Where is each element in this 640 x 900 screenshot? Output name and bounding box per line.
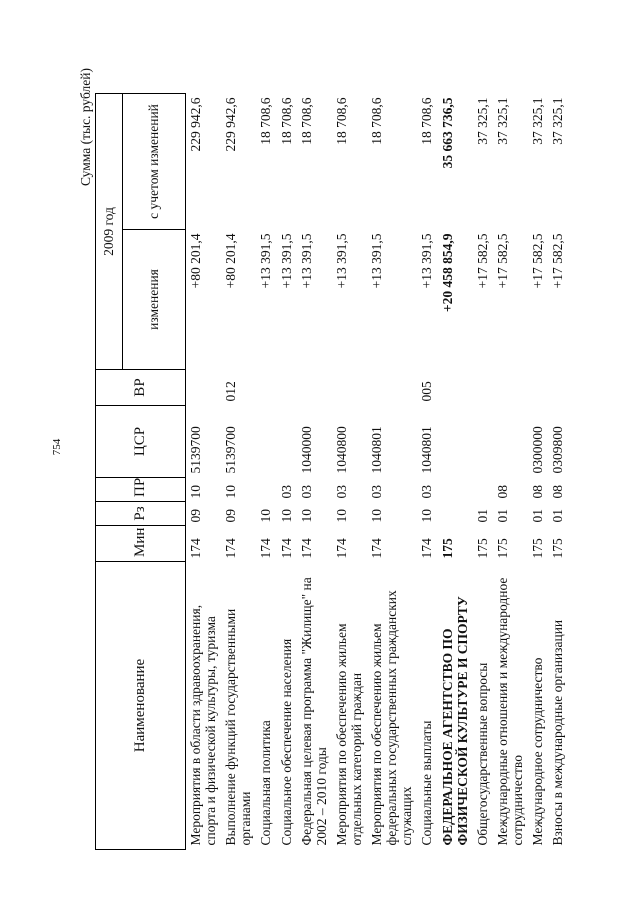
row-change: +13 391,5	[278, 233, 294, 289]
table-row	[277, 94, 297, 850]
row-name: Общегосударственные вопросы	[474, 662, 490, 846]
row-min: 175	[494, 538, 510, 559]
row-min: 174	[419, 538, 435, 559]
table-caption: Сумма (тыс. рублей)	[78, 68, 93, 186]
row-total: 18 708,6	[278, 97, 294, 145]
row-vr: 012	[223, 381, 239, 402]
header-vr: ВР	[96, 370, 186, 406]
row-csr: 5139700	[223, 426, 239, 474]
row-pr: 03	[278, 485, 294, 499]
row-total: 37 325,1	[530, 97, 546, 145]
table-row	[493, 94, 528, 850]
row-rz: 01	[474, 509, 490, 523]
row-csr: 0300000	[530, 426, 546, 474]
row-csr	[473, 406, 493, 478]
row-total: 37 325,1	[494, 97, 510, 145]
row-vr	[528, 370, 548, 406]
row-pr	[438, 478, 473, 502]
row-vr	[367, 370, 417, 406]
row-total: 37 325,1	[474, 97, 490, 145]
row-vr	[277, 370, 297, 406]
row-csr: 0309800	[550, 426, 566, 474]
row-rz: 10	[419, 509, 435, 523]
row-pr: 10	[223, 485, 239, 499]
row-name: Социальное обеспечение населения	[278, 638, 294, 846]
row-min: 174	[278, 538, 294, 559]
row-rz: 10	[333, 509, 349, 523]
row-pr: 08	[530, 485, 546, 499]
row-vr	[493, 370, 528, 406]
row-name: Федеральная целевая программа "Жилище" на 2002 – 2010 годы	[298, 577, 329, 846]
row-change: +13 391,5	[419, 233, 435, 289]
table-row	[221, 94, 256, 850]
row-rz: 09	[223, 509, 239, 523]
row-pr: 03	[298, 485, 314, 499]
row-name: Взносы в международные организации	[550, 619, 566, 846]
header-name: Наименование	[96, 562, 186, 850]
row-change: +20 458 854,9	[439, 233, 455, 313]
row-csr: 5139700	[188, 426, 203, 474]
row-pr: 03	[333, 485, 349, 499]
row-csr	[493, 406, 528, 478]
row-min: 174	[298, 538, 314, 559]
row-csr: 1040801	[419, 426, 435, 474]
row-total: 18 708,6	[298, 97, 314, 145]
row-min: 174	[223, 538, 239, 559]
table-row	[528, 94, 548, 850]
row-min: 174	[369, 538, 385, 559]
row-csr: 1040800	[333, 426, 349, 474]
row-name: Международное сотрудничество	[530, 657, 546, 846]
row-vr	[473, 370, 493, 406]
row-rz: 09	[188, 509, 203, 523]
row-vr	[186, 370, 222, 406]
row-csr	[277, 406, 297, 478]
row-min: 175	[474, 538, 490, 559]
row-change: +80 201,4	[188, 233, 203, 289]
row-pr: 03	[369, 485, 385, 499]
row-rz: 10	[258, 509, 274, 523]
row-pr	[256, 478, 276, 502]
budget-table	[95, 93, 568, 850]
row-change: +13 391,5	[258, 233, 274, 289]
row-pr: 10	[188, 485, 203, 499]
row-total: 18 708,6	[258, 97, 274, 145]
header-with-changes: с учетом изменений	[123, 94, 186, 230]
row-change: +17 582,5	[474, 233, 490, 289]
row-rz: 10	[369, 509, 385, 523]
table-row	[332, 94, 367, 850]
row-total: 18 708,6	[333, 97, 349, 145]
row-rz: 10	[278, 509, 294, 523]
row-change: +17 582,5	[530, 233, 546, 289]
row-pr: 03	[419, 485, 435, 499]
page-number: 754	[51, 438, 63, 456]
row-pr: 08	[494, 485, 510, 499]
table-body	[186, 94, 569, 850]
row-name: Социальная политика	[258, 720, 274, 846]
row-min: 174	[258, 538, 274, 559]
row-rz: 01	[550, 509, 566, 523]
row-vr	[297, 370, 332, 406]
row-name: Социальные выплаты	[419, 720, 435, 846]
row-total: 35 663 736,5	[439, 97, 455, 169]
row-change: +13 391,5	[369, 233, 385, 289]
row-min: 175	[550, 538, 566, 559]
row-rz: 01	[530, 509, 546, 523]
row-vr	[332, 370, 367, 406]
row-name: Мероприятия по обеспечению жильем отдельных категорий граждан	[333, 623, 364, 846]
row-rz	[438, 502, 473, 526]
row-csr	[438, 406, 473, 478]
row-vr	[256, 370, 276, 406]
row-csr: 1040801	[369, 426, 385, 474]
row-min: 174	[188, 538, 203, 559]
row-vr: 005	[419, 381, 435, 402]
table-row	[256, 94, 276, 850]
row-vr	[548, 370, 568, 406]
row-name: Мероприятия в области здравоохранения, спорта и физической культуры, туризма	[188, 604, 219, 846]
row-pr	[473, 478, 493, 502]
header-rz: Рз	[96, 502, 186, 526]
table-row	[438, 94, 473, 850]
row-rz: 01	[494, 509, 510, 523]
table-row	[548, 94, 568, 850]
row-name: ФЕДЕРАЛЬНОЕ АГЕНТСТВО ПО ФИЗИЧЕСКОЙ КУЛЬТУРЕ И СПОРТУ	[439, 596, 470, 846]
row-vr	[438, 370, 473, 406]
row-change: +13 391,5	[333, 233, 349, 289]
rotated-page	[60, 50, 580, 850]
row-rz: 10	[298, 509, 314, 523]
row-min: 175	[439, 538, 455, 559]
row-total: 37 325,1	[550, 97, 566, 145]
row-name: Выполнение функций государственными органами	[223, 608, 254, 846]
row-min: 174	[333, 538, 349, 559]
table-row	[417, 94, 437, 850]
row-total: 229 942,6	[223, 97, 239, 152]
table-row	[186, 94, 222, 850]
row-min: 175	[530, 538, 546, 559]
header-min: Мин	[96, 526, 186, 562]
row-pr: 08	[550, 485, 566, 499]
row-csr	[256, 406, 276, 478]
row-total: 229 942,6	[188, 97, 203, 152]
table-row	[473, 94, 493, 850]
row-change: +13 391,5	[298, 233, 314, 289]
row-name: Мероприятия по обеспечению жильем федеральных государственных гражданских служащих	[369, 590, 415, 846]
row-change: +17 582,5	[494, 233, 510, 289]
header-changes: изменения	[123, 230, 186, 370]
table-row	[297, 94, 332, 850]
row-total: 18 708,6	[419, 97, 435, 145]
header-pr: ПР	[96, 478, 186, 502]
header-year: 2009 год	[96, 94, 123, 370]
row-total: 18 708,6	[369, 97, 385, 145]
row-csr: 1040000	[298, 426, 314, 474]
header-csr: ЦСР	[96, 406, 186, 478]
row-change: +17 582,5	[550, 233, 566, 289]
table-row	[367, 94, 417, 850]
row-change: +80 201,4	[223, 233, 239, 289]
row-name: Международные отношения и международное сотрудничество	[494, 577, 525, 846]
